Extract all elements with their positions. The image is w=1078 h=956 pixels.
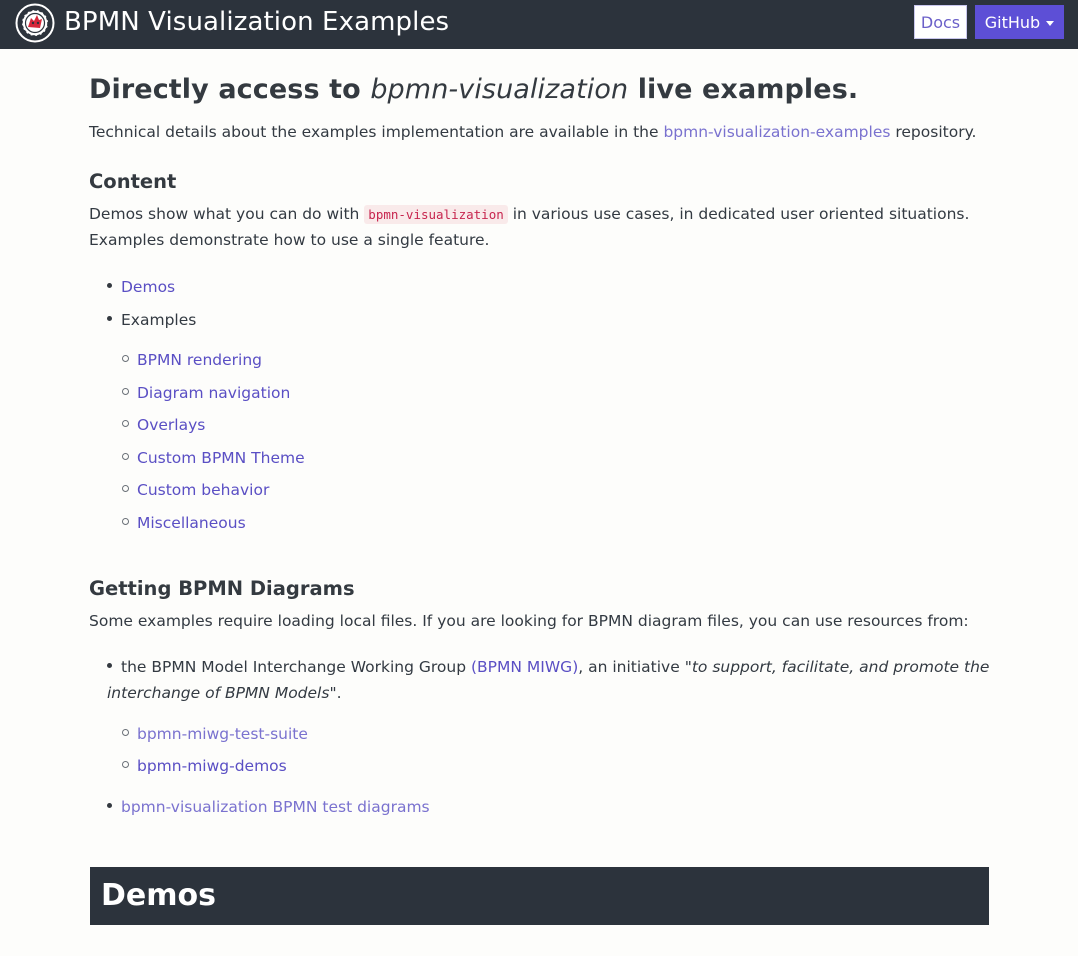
docs-button[interactable] <box>914 5 967 39</box>
github-dropdown-button[interactable] <box>975 5 1064 39</box>
getting-diagrams-intro: Some examples require loading local files. If you are looking for BPMN diagram files, you can use resources from: <box>89 612 969 630</box>
list-item-example <box>122 514 246 532</box>
list-item-miwg: the BPMN Model Interchange Working Group (BPMN MIWG), an initiative "to support, facilitate, and promote the <box>107 658 989 676</box>
content-description-line2: Examples demonstrate how to use a single feature. <box>89 231 490 249</box>
circle-bullet-icon <box>122 388 129 395</box>
list-item-example <box>122 351 262 369</box>
custom-behavior-link[interactable]: Custom behavior <box>137 481 270 499</box>
library-code: bpmn-visualization <box>364 205 507 224</box>
circle-bullet-icon <box>122 355 129 362</box>
demos-section-title: Demos <box>101 878 216 913</box>
overlays-link[interactable]: Overlays <box>137 416 206 434</box>
page-title-emphasis: bpmn-visualization <box>370 74 629 105</box>
brand-title[interactable]: BPMN Visualization Examples <box>64 7 450 37</box>
top-navbar <box>0 0 1078 49</box>
content-description-line1: Demos show what you can do with bpmn-visualization in various use cases, in dedicated user oriented situations. <box>89 205 970 223</box>
bpmn-miwg-demos-link[interactable]: bpmn-miwg-demos <box>137 757 287 775</box>
caret-down-icon <box>1046 21 1054 26</box>
demos-section-banner <box>90 867 989 925</box>
list-item-example <box>122 449 305 467</box>
circle-bullet-icon <box>122 453 129 460</box>
bpmn-miwg-test-suite-link[interactable]: bpmn-miwg-test-suite <box>137 725 308 743</box>
circle-bullet-icon <box>122 518 129 525</box>
circle-bullet-icon <box>122 485 129 492</box>
github-button-label: GitHub <box>984 12 1041 32</box>
diagram-navigation-link[interactable]: Diagram navigation <box>137 384 291 402</box>
circle-bullet-icon <box>122 729 129 736</box>
bpmn-miwg-link[interactable]: (BPMN MIWG) <box>470 658 579 676</box>
getting-diagrams-heading: Getting BPMN Diagrams <box>89 577 355 600</box>
list-item-examples: Examples <box>107 311 196 329</box>
list-item-demos <box>107 278 175 296</box>
bullet-icon <box>107 316 112 321</box>
list-item-example <box>122 416 205 434</box>
content-heading: Content <box>89 170 177 193</box>
list-item-test-diagrams <box>107 798 430 816</box>
bullet-icon <box>107 663 112 668</box>
demos-link[interactable]: Demos <box>121 278 176 296</box>
docs-button-label: Docs <box>920 12 961 32</box>
miwg-quote-continued: interchange of BPMN Models". <box>107 684 342 702</box>
bpmn-visualization-logo-icon[interactable] <box>15 3 55 43</box>
page-title: Directly access to bpmn-visualization live examples. <box>89 74 859 105</box>
tech-details-paragraph: Technical details about the examples implementation are available in the bpmn-visualization-examples repository. <box>89 123 977 141</box>
list-item-miwg-resource <box>122 725 308 743</box>
examples-repo-link[interactable]: bpmn-visualization-examples <box>663 123 891 141</box>
circle-bullet-icon <box>122 420 129 427</box>
test-diagrams-link[interactable]: bpmn-visualization BPMN test diagrams <box>121 798 430 816</box>
bullet-icon <box>107 283 112 288</box>
miscellaneous-link[interactable]: Miscellaneous <box>137 514 246 532</box>
list-item-miwg-resource <box>122 757 287 775</box>
list-item-example <box>122 384 290 402</box>
bullet-icon <box>107 803 112 808</box>
list-item-example <box>122 481 269 499</box>
custom-bpmn-theme-link[interactable]: Custom BPMN Theme <box>137 449 305 467</box>
circle-bullet-icon <box>122 761 129 768</box>
bpmn-rendering-link[interactable]: BPMN rendering <box>137 351 262 369</box>
